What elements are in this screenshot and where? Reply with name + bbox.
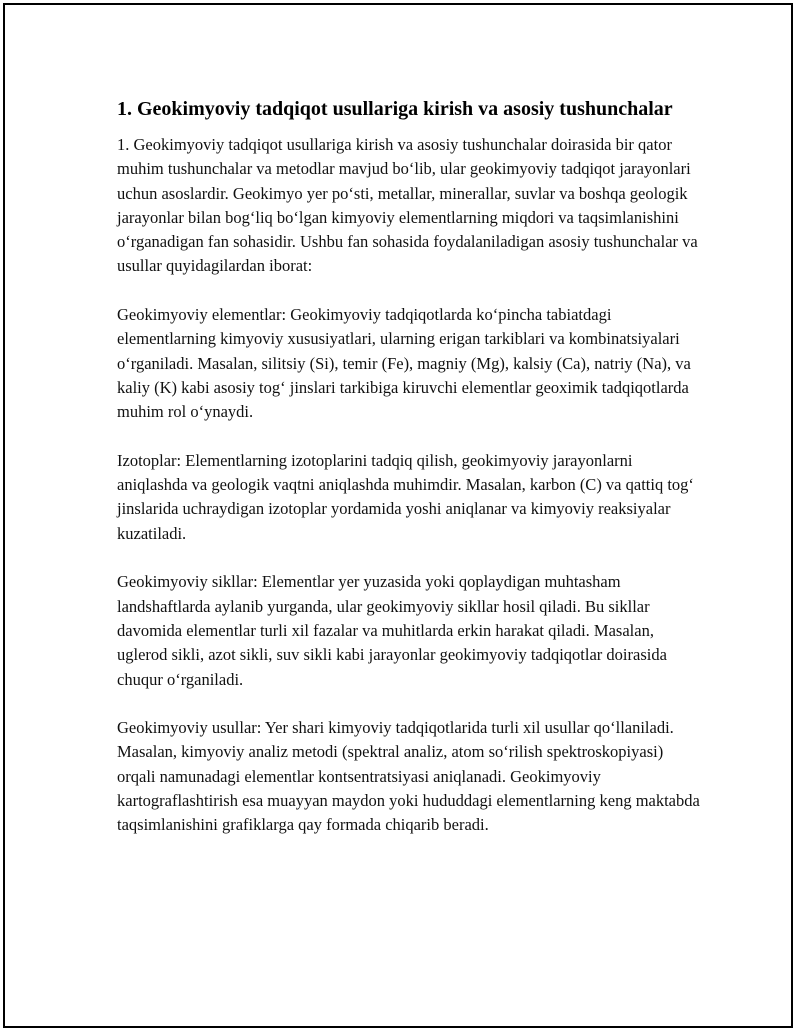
cycles-paragraph: Geokimyoviy sikllar: Elementlar yer yuzasida yoki qoplaydigan muhtasham landshaftlarda aylanib yurganda, ular geokimyoviy sikllar hosil qiladi. Bu sikllar davomida elementlar turli xil fazalar va muhitlarda erkin harakat qiladi. Masalan, uglerod sikli, azot sikli, suv sikli kabi jarayonlar geokimyoviy tadqiqotlar doirasida chuqur o‘rganiladi. [117, 572, 667, 689]
elements-paragraph: Geokimyoviy elementlar: Geokimyoviy tadqiqotlarda ko‘pincha tabiatdagi elementlarning kimyoviy xususiyatlari, ularning erigan tarkiblari va kombinatsiyalari o‘rganiladi. Masalan, silitsiy (Si), temir (Fe), magniy (Mg), kalsiy (Ca), natriy (Na), va kaliy (K) kabi asosiy tog‘ jinslari tarkibiga kiruvchi elementlar geoximik tadqiqotlarda muhim rol o‘ynaydi. [117, 305, 691, 422]
methods-paragraph: Geokimyoviy usullar: Yer shari kimyoviy tadqiqotlarida turli xil usullar qo‘llaniladi. Masalan, kimyoviy analiz metodi (spektral analiz, atom so‘rilish spektroskopiyasi) orqali namunadagi elementlar kontsentratsiyasi aniqlanadi. Geokimyoviy kartograflashtirish esa muayyan maydon yoki hududdagi elementlarning keng maktabda taqsimlanishini grafiklarga qay formada chiqarib beradi. [117, 718, 700, 835]
isotopes-paragraph: Izotoplar: Elementlarning izotoplarini tadqiq qilish, geokimyoviy jarayonlarni aniqlashda va geologik vaqtni aniqlashda muhimdir. Masalan, karbon (C) va qattiq tog‘ jinslarida uchraydigan izotoplar yordamida yoshi aniqlanar va kimyoviy reaksiyalar kuzatiladi. [117, 450, 694, 543]
document-body [117, 95, 702, 862]
section-title: 1. Geokimyoviy tadqiqot usullariga kirish va asosiy tushunchalar [117, 98, 673, 120]
intro-paragraph: 1. Geokimyoviy tadqiqot usullariga kirish va asosiy tushunchalar doirasida bir qator muhim tushunchalar va metodlar mavjud bo‘lib, ular geokimyoviy tadqiqot jarayonlari uchun asoslardir. Geokimyo yer po‘sti, metallar, minerallar, suvlar va boshqa geologik jarayonlar bilan bog‘liq bo‘lgan kimyoviy elementlarning miqdori va taqsimlanishini o‘rganadigan fan sohasidir. Ushbu fan sohasida foydalaniladigan asosiy tushunchalar va usullar quyidagilardan iborat: [117, 135, 698, 276]
